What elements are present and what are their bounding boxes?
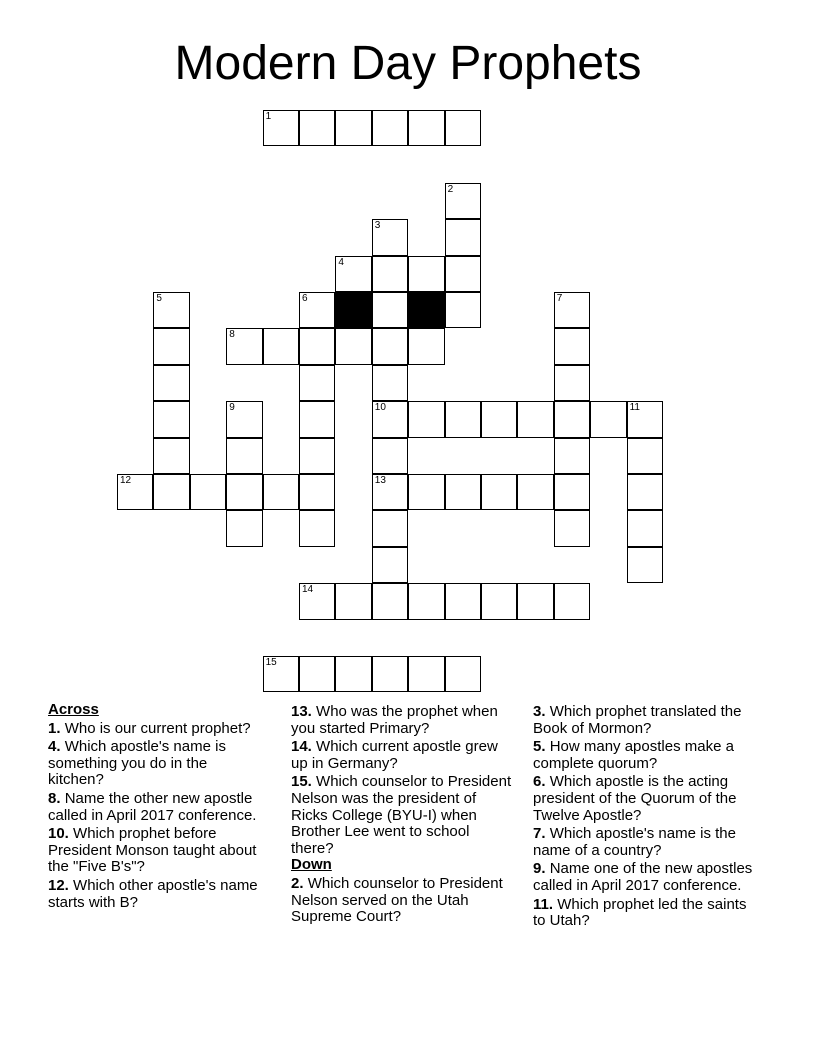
clue-text: Which other apostle's name starts with B? <box>48 876 258 911</box>
clue-number: 3 <box>374 220 381 232</box>
clue-num: 8. <box>48 789 61 807</box>
grid-cell[interactable] <box>372 219 408 255</box>
grid-cell[interactable] <box>117 474 153 510</box>
grid-cell[interactable] <box>372 474 408 510</box>
clue-num: 6. <box>533 773 546 791</box>
clue-num: 15. <box>291 773 312 791</box>
clue-number: 15 <box>265 657 277 668</box>
clue-num: 14. <box>291 738 312 756</box>
down-clue <box>533 774 763 824</box>
clue-num: 4. <box>48 738 61 756</box>
puzzle-title: Modern Day Prophets <box>174 37 642 90</box>
clue-number: 14 <box>302 584 314 596</box>
grid-cell[interactable] <box>445 583 481 619</box>
grid-cell[interactable] <box>408 401 444 437</box>
clue-number: 10 <box>374 402 386 414</box>
clue-text: Which prophet before President Monson taught about the "Five B's"? <box>48 825 257 876</box>
clue-text: Which apostle is the acting president of the Quorum of the Twelve Apostle? <box>533 773 737 824</box>
clue-num: 5. <box>533 738 546 756</box>
grid-cell[interactable] <box>372 292 408 328</box>
clue-number: 2 <box>447 183 454 195</box>
grid-cell[interactable] <box>554 474 590 510</box>
grid-cell[interactable] <box>408 474 444 510</box>
grid-cell[interactable] <box>554 292 590 328</box>
grid-cell[interactable] <box>627 547 663 583</box>
clue-num: 2. <box>291 874 304 892</box>
black-cell <box>408 292 444 328</box>
grid-cell[interactable] <box>445 219 481 255</box>
grid-cell[interactable] <box>263 656 299 692</box>
down-clue <box>533 826 763 859</box>
clue-number: 12 <box>120 475 132 486</box>
grid-cell[interactable] <box>445 656 481 692</box>
grid-cell[interactable] <box>335 110 371 146</box>
clue-text: Who was the prophet when you started Primary? <box>291 703 498 737</box>
grid-cell[interactable] <box>372 438 408 474</box>
grid-cell[interactable] <box>517 474 553 510</box>
across-header: Across <box>48 701 99 718</box>
grid-cell[interactable] <box>408 328 444 364</box>
down-clue <box>533 739 763 772</box>
clue-text: Which apostle's name is the name of a country? <box>533 825 736 859</box>
grid-cell[interactable] <box>554 365 590 401</box>
grid-cell[interactable] <box>299 328 335 364</box>
grid-cell[interactable] <box>372 365 408 401</box>
grid-cell[interactable] <box>299 583 335 619</box>
grid-cell[interactable] <box>335 656 371 692</box>
down-header: Down <box>291 856 332 874</box>
grid-cell[interactable] <box>299 438 335 474</box>
clue-number: 1 <box>265 111 272 122</box>
across-clue <box>48 721 263 738</box>
clue-text: Who is our current prophet? <box>64 719 251 737</box>
grid-cell[interactable] <box>335 256 371 292</box>
clue-number: 8 <box>229 329 235 341</box>
grid-cell[interactable] <box>627 474 663 510</box>
across-clue <box>48 739 263 789</box>
grid-cell[interactable] <box>226 474 262 510</box>
grid-cell[interactable] <box>372 110 408 146</box>
clues-column-1 <box>48 702 263 911</box>
grid-cell[interactable] <box>554 510 590 546</box>
grid-cell[interactable] <box>372 510 408 546</box>
clue-text: Which current apostle grew up in Germany? <box>291 738 498 772</box>
grid-cell[interactable] <box>445 256 481 292</box>
grid-cell[interactable] <box>226 328 262 364</box>
across-clue <box>291 774 516 857</box>
clue-num: 3. <box>533 703 546 720</box>
clue-num: 10. <box>48 825 69 843</box>
grid-cell[interactable] <box>517 583 553 619</box>
grid-cell[interactable] <box>408 110 444 146</box>
grid-cell[interactable] <box>481 583 517 619</box>
grid-cell[interactable] <box>372 256 408 292</box>
clue-text: Name one of the new apostles called in April 2017 conference. <box>533 860 753 894</box>
grid-cell[interactable] <box>299 656 335 692</box>
grid-cell[interactable] <box>372 656 408 692</box>
clue-num: 11. <box>533 895 554 913</box>
grid-cell[interactable] <box>299 292 335 328</box>
clue-number: 13 <box>374 475 386 486</box>
grid-cell[interactable] <box>153 474 189 510</box>
grid-cell[interactable] <box>153 401 189 437</box>
grid-cell[interactable] <box>408 256 444 292</box>
grid-cell[interactable] <box>372 401 408 437</box>
grid-cell[interactable] <box>190 474 226 510</box>
across-clue <box>291 739 516 772</box>
grid-cell[interactable] <box>408 583 444 619</box>
clue-number: 5 <box>156 293 162 304</box>
clues-column-3 <box>533 702 763 930</box>
across-clue <box>48 791 263 824</box>
clue-num: 1. <box>48 719 61 737</box>
clue-num: 13. <box>291 703 312 720</box>
grid-cell[interactable] <box>408 656 444 692</box>
grid-cell[interactable] <box>263 328 299 364</box>
clue-text: Which counselor to President Nelson served on the Utah Supreme Court? <box>291 874 503 926</box>
clue-num: 12. <box>48 876 69 894</box>
grid-cell[interactable] <box>153 365 189 401</box>
grid-cell[interactable] <box>263 474 299 510</box>
down-clue <box>291 876 516 926</box>
grid-cell[interactable] <box>372 547 408 583</box>
grid-cell[interactable] <box>153 292 189 328</box>
clue-num: 9. <box>533 860 546 878</box>
grid-cell[interactable] <box>226 401 262 437</box>
clue-text: How many apostles make a complete quorum? <box>533 738 734 772</box>
grid-cell[interactable] <box>153 438 189 474</box>
grid-cell[interactable] <box>299 510 335 546</box>
grid-cell[interactable] <box>299 365 335 401</box>
grid-cell[interactable] <box>299 474 335 510</box>
grid-cell[interactable] <box>226 438 262 474</box>
grid-cell[interactable] <box>627 438 663 474</box>
clues-column-2 <box>291 702 516 926</box>
clue-text: Name the other new apostle called in April 2017 conference. <box>48 789 257 824</box>
clue-text: Which prophet led the saints to Utah? <box>533 895 747 930</box>
grid-cell[interactable] <box>517 401 553 437</box>
clue-number: 11 <box>629 402 640 414</box>
clue-number: 9 <box>229 402 235 414</box>
grid-cell[interactable] <box>481 474 517 510</box>
down-clue <box>533 897 763 930</box>
grid-cell[interactable] <box>372 583 408 619</box>
grid-cell[interactable] <box>445 401 481 437</box>
across-clue <box>291 704 516 737</box>
grid-cell[interactable] <box>627 510 663 546</box>
across-clue <box>48 826 263 876</box>
clue-number: 6 <box>302 293 308 304</box>
grid-cell[interactable] <box>335 328 371 364</box>
grid-cell[interactable] <box>299 401 335 437</box>
grid-cell[interactable] <box>627 401 663 437</box>
clue-text: Which counselor to President Nelson was the president of Ricks College (BYU-I) when Brother Lee went to school there? <box>291 773 512 857</box>
grid-cell[interactable] <box>372 328 408 364</box>
clue-num: 7. <box>533 825 546 843</box>
black-cell <box>335 292 371 328</box>
grid-cell[interactable] <box>299 110 335 146</box>
grid-cell[interactable] <box>153 328 189 364</box>
crossword-grid <box>117 110 677 700</box>
clue-number: 7 <box>556 293 563 304</box>
clue-number: 4 <box>338 256 344 268</box>
down-clue <box>533 704 763 737</box>
down-clue <box>533 861 763 894</box>
grid-cell[interactable] <box>554 438 590 474</box>
grid-cell[interactable] <box>335 583 371 619</box>
grid-cell[interactable] <box>590 401 626 437</box>
grid-cell[interactable] <box>445 110 481 146</box>
grid-cell[interactable] <box>445 474 481 510</box>
grid-cell[interactable] <box>554 401 590 437</box>
grid-cell[interactable] <box>263 110 299 146</box>
grid-cell[interactable] <box>554 583 590 619</box>
grid-cell[interactable] <box>554 328 590 364</box>
clue-text: Which prophet translated the Book of Mormon? <box>533 703 742 737</box>
grid-cell[interactable] <box>445 292 481 328</box>
grid-cell[interactable] <box>481 401 517 437</box>
grid-cell[interactable] <box>445 183 481 219</box>
clue-text: Which apostle's name is something you do in the kitchen? <box>48 738 226 789</box>
grid-cell[interactable] <box>226 510 262 546</box>
across-clue <box>48 878 263 911</box>
